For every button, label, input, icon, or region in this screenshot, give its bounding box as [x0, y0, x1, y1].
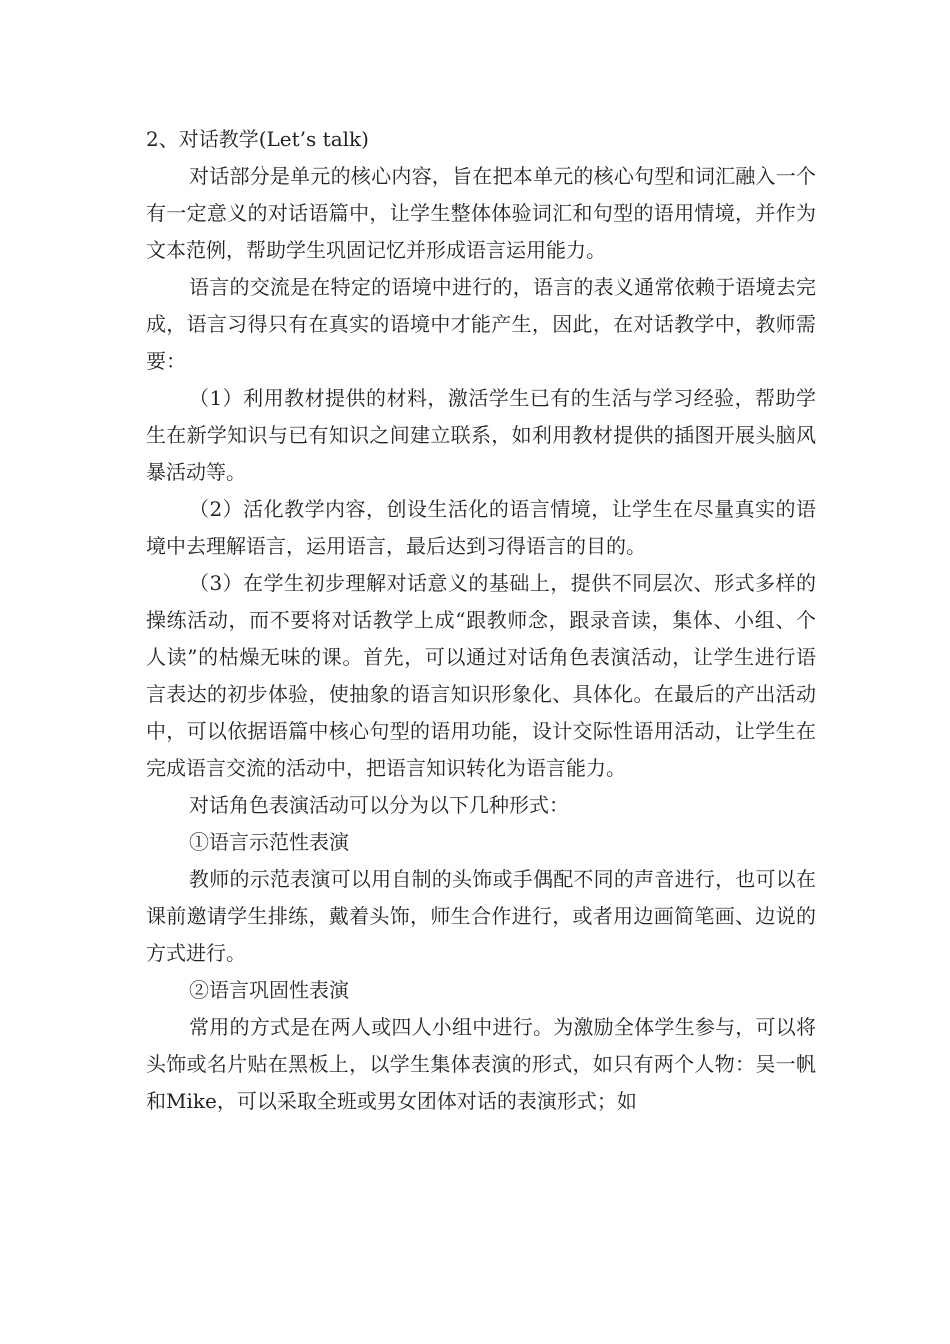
paragraph-point-1: （1）利用教材提供的材料，激活学生已有的生活与学习经验，帮助学生在新学知识与已有知识之间建立联系，如利用教材提供的插图开展头脑风暴活动等。: [146, 386, 816, 484]
paragraph-dialogue-core: 对话部分是单元的核心内容，旨在把本单元的核心句型和词汇融入一个有一定意义的对话语篇中，让学生整体体验词汇和句型的语用情境，并作为文本范例，帮助学生巩固记忆并形成语言运用能力。: [146, 164, 816, 262]
paragraph-context: 语言的交流是在特定的语境中进行的，语言的表义通常依赖于语境去完成，语言习得只有在真实的语境中才能产生，因此，在对话教学中，教师需要：: [146, 275, 816, 373]
subheading-consolidation-performance: ②语言巩固性表演: [189, 978, 349, 1002]
paragraph-consolidation-performance: 常用的方式是在两人或四人小组中进行。为激励全体学生参与，可以将头饰或名片贴在黑板上，以学生集体表演的形式，如只有两个人物：吴一帆和Mike，可以采取全班或男女团体对话的表演形式；如: [146, 1015, 816, 1113]
paragraph-point-3: （3）在学生初步理解对话意义的基础上，提供不同层次、形式多样的操练活动，而不要将对话教学上成“跟教师念，跟录音读，集体、小组、个人读”的枯燥无味的课。首先，可以通过对话角色表演活动，让学生进行语言表达的初步体验，使抽象的语言知识形象化、具体化。在最后的产出活动中，可以依据语篇中核心句型的语用功能，设计交际性语用活动，让学生在完成语言交流的活动中，把语言知识转化为语言能力。: [146, 571, 816, 780]
paragraph-point-2: （2）活化教学内容，创设生活化的语言情境，让学生在尽量真实的语境中去理解语言，运用语言，最后达到习得语言的目的。: [146, 497, 816, 558]
section-heading: 2、对话教学(Let’s talk): [146, 127, 369, 151]
paragraph-roleplay-forms: 对话角色表演活动可以分为以下几种形式：: [189, 793, 569, 817]
paragraph-demo-performance: 教师的示范表演可以用自制的头饰或手偶配不同的声音进行，也可以在课前邀请学生排练，戴着头饰，师生合作进行，或者用边画简笔画、边说的方式进行。: [146, 867, 816, 965]
document-body: [146, 121, 816, 1120]
subheading-demo-performance: ①语言示范性表演: [189, 830, 349, 854]
